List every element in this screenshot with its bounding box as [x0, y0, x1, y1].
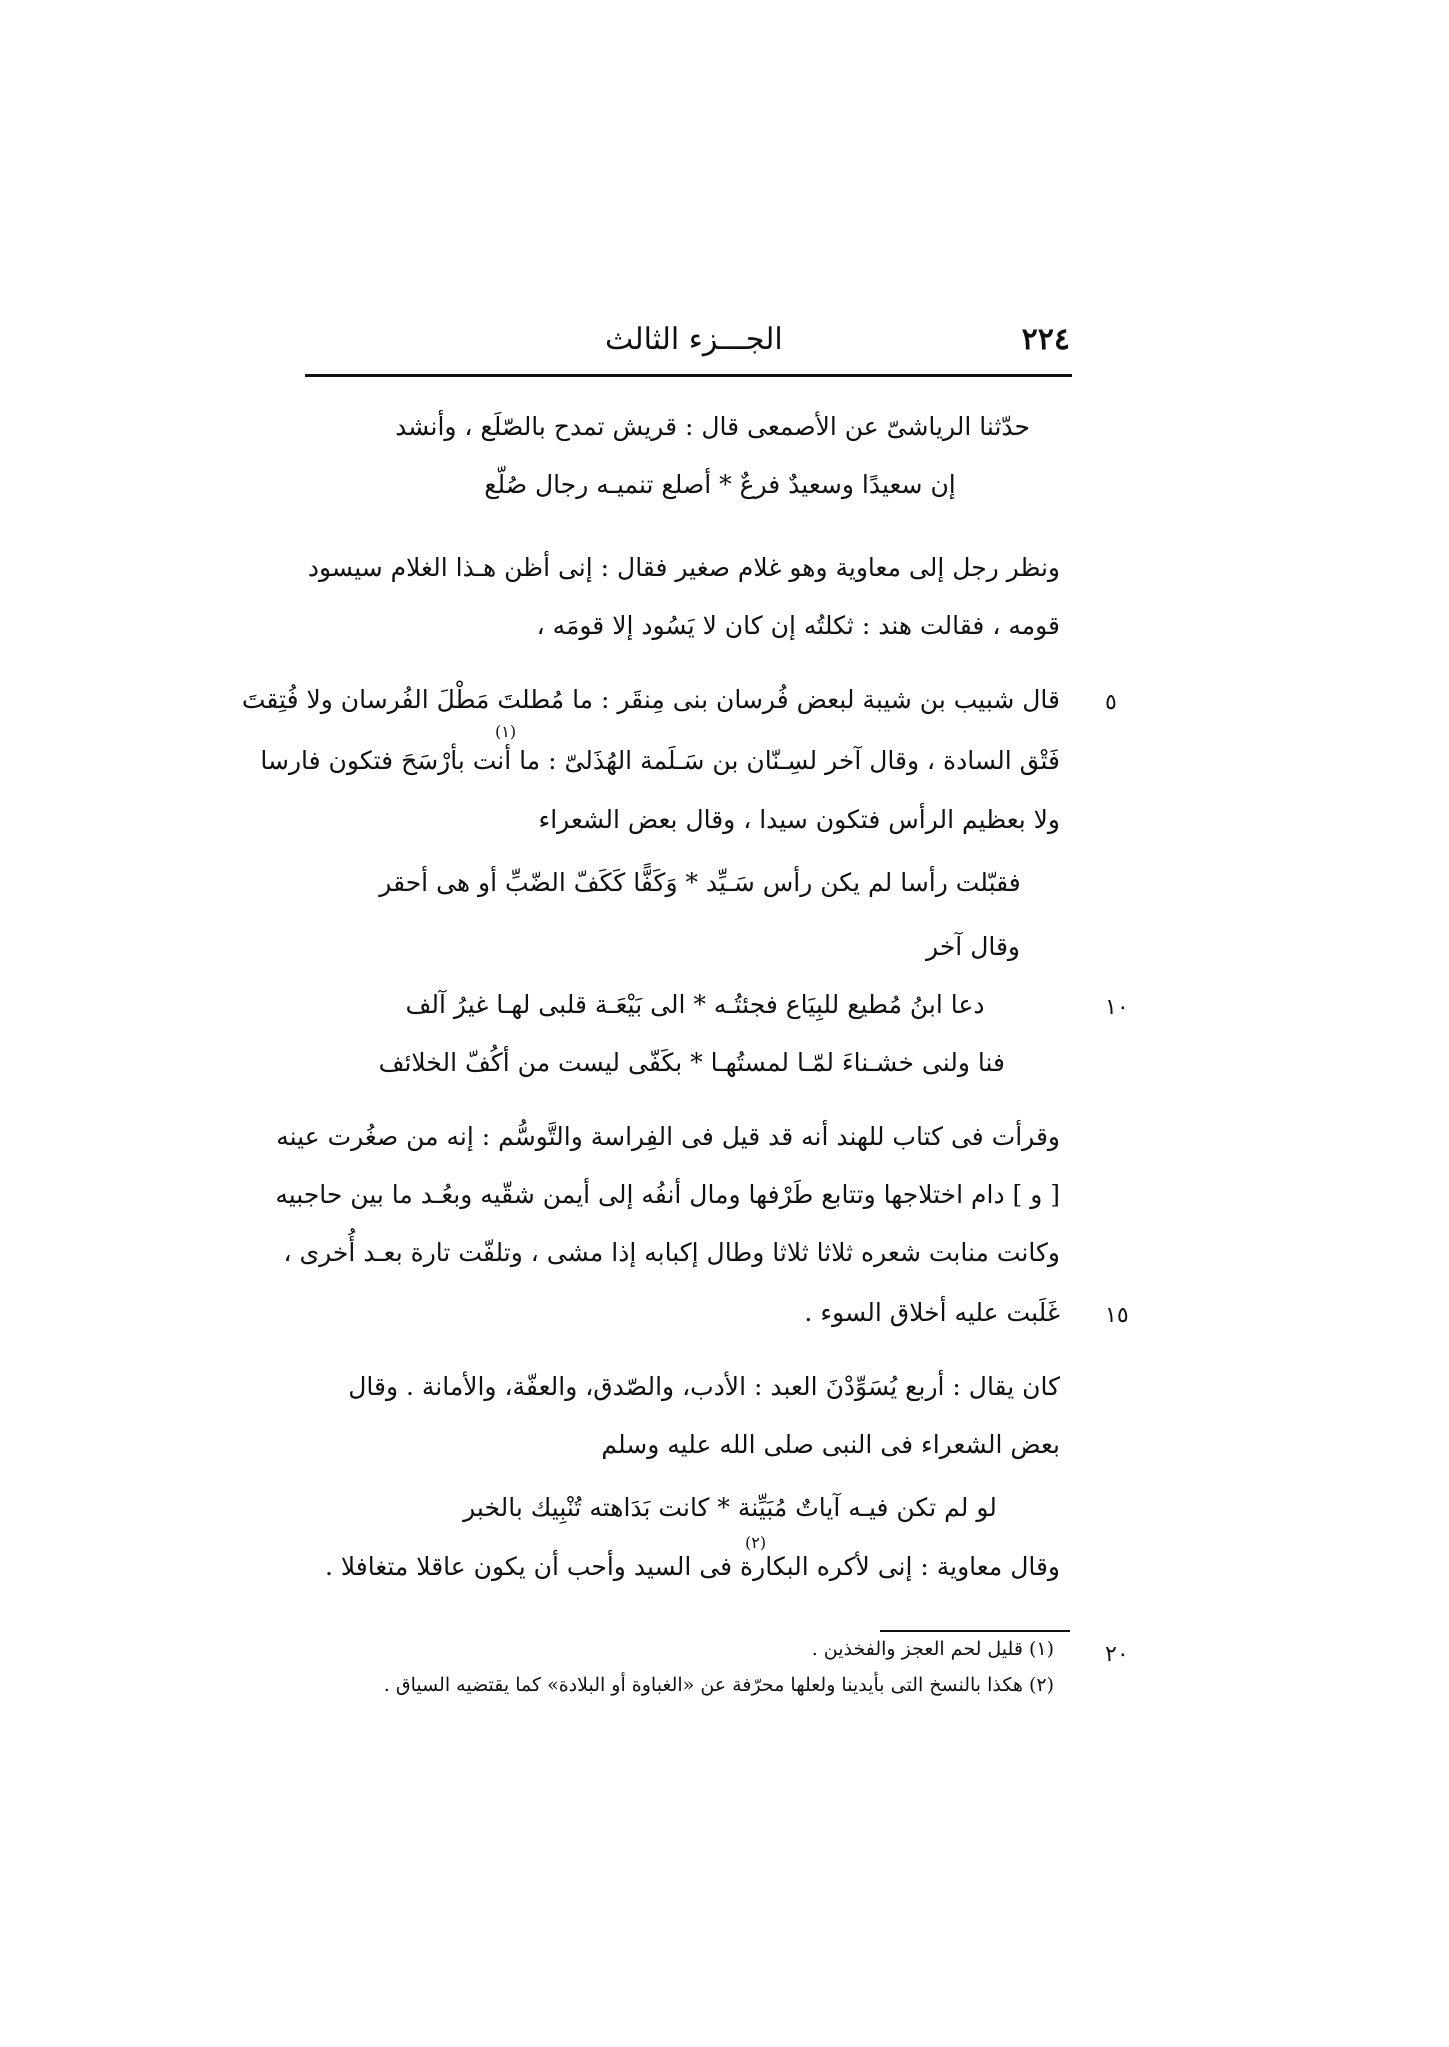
- line-number: ١٠: [1105, 995, 1129, 1020]
- footnote-rule: [880, 1630, 1070, 1632]
- text-line: قومه ، فقالت هند : ثكلتُه إن كان لا يَسُود إلا قومَه ،: [536, 611, 1060, 640]
- line-number: ١٥: [1105, 1303, 1129, 1328]
- text-line: حدّثنا الرياشىّ عن الأصمعى قال : قريش تمدح بالصّلَع ، وأنشد: [395, 412, 1030, 441]
- text-line: قال شبيب بن شيبة لبعض فُرسان بنى مِنقَر : ما مُطلتَ مَطْلَ الفُرسان ولا فُتِقتَ: [241, 685, 1060, 714]
- footnote-ref: (٢): [745, 1533, 767, 1552]
- line-number: ٢٠: [1105, 1642, 1129, 1667]
- text-line: ولا بعظيم الرأس فتكون سيدا ، وقال بعض الشعراء: [538, 805, 1060, 834]
- text-line: ونظر رجل إلى معاوية وهو غلام صغير فقال : إنى أظن هـذا الغلام سيسود: [307, 553, 1060, 582]
- verse-line: فقبّلت رأسا لم يكن رأس سَـيِّد * وَكَفًّا كَكَفّ الضّبِّ أو هى أحقر: [379, 868, 1021, 897]
- text-line: وقال آخر: [926, 932, 1020, 961]
- text-line: كان يقال : أربع يُسَوِّدْنَ العبد : الأدب، والصّدق، والعفّة، والأمانة . وقال: [348, 1372, 1060, 1401]
- verse-line: فنا ولنى خشـناءَ لمّـا لمستُهـا * بكَفّى ليست من أكُفّ الخلائف: [378, 1048, 1005, 1077]
- page-number: ٢٢٤: [1021, 322, 1070, 357]
- footnote-1: (١) قليل لحم العجز والفخذين .: [811, 1638, 1054, 1660]
- footnote-2: (٢) هكذا بالنسخ التى بأيدينا ولعلها محرّفة عن «الغباوة أو البلادة» كما يقتضيه السياق .: [383, 1674, 1054, 1696]
- text-line: وقرأت فى كتاب للهند أنه قد قيل فى الفِراسة والتَّوسُّم : إنه من صغُرت عينه: [276, 1122, 1060, 1151]
- text-line: فَتْق السادة ، وقال آخر لسِـنّان بن سَـلَمة الهُذَلىّ : ما أنت بأرْسَحَ فتكون فارسا: [260, 746, 1060, 775]
- text-line: [ و ] دام اختلاجها وتتابع طَرْفها ومال أنفُه إلى أيمن شقّيه وبعُـد ما بين حاجبيه: [275, 1180, 1060, 1209]
- verse-line: إن سعيدًا وسعيدٌ فرعٌ * أصلع تنميـه رجال صُلّع: [484, 470, 956, 499]
- text-line: وقال معاوية : إنى لأكره البكارة فى السيد وأحب أن يكون عاقلا متغافلا .: [324, 1552, 1060, 1581]
- line-number: ٥: [1105, 690, 1117, 715]
- text-line: وكانت منابت شعره ثلاثا ثلاثا وطال إكبابه إذا مشى ، وتلفّت تارة بعـد أُخرى ،: [283, 1238, 1060, 1267]
- verse-line: دعا ابنُ مُطيع للبِيَاع فجئتُـه * الى بَيْعَـة قلبى لهـا غيرُ آلف: [405, 990, 985, 1019]
- header-rule: [305, 374, 1072, 377]
- text-line: غَلَبت عليه أخلاق السوء .: [804, 1298, 1060, 1327]
- text-line: بعض الشعراء فى النبى صلى الله عليه وسلم: [601, 1430, 1060, 1459]
- page-header: [305, 318, 1070, 368]
- running-title: الجـــزء الثالث: [605, 322, 783, 357]
- verse-line: لو لم تكن فيـه آياتٌ مُبَيِّنة * كانت بَدَاهته تُنْبِيك بالخبر: [463, 1493, 997, 1522]
- footnote-ref: (١): [495, 722, 517, 741]
